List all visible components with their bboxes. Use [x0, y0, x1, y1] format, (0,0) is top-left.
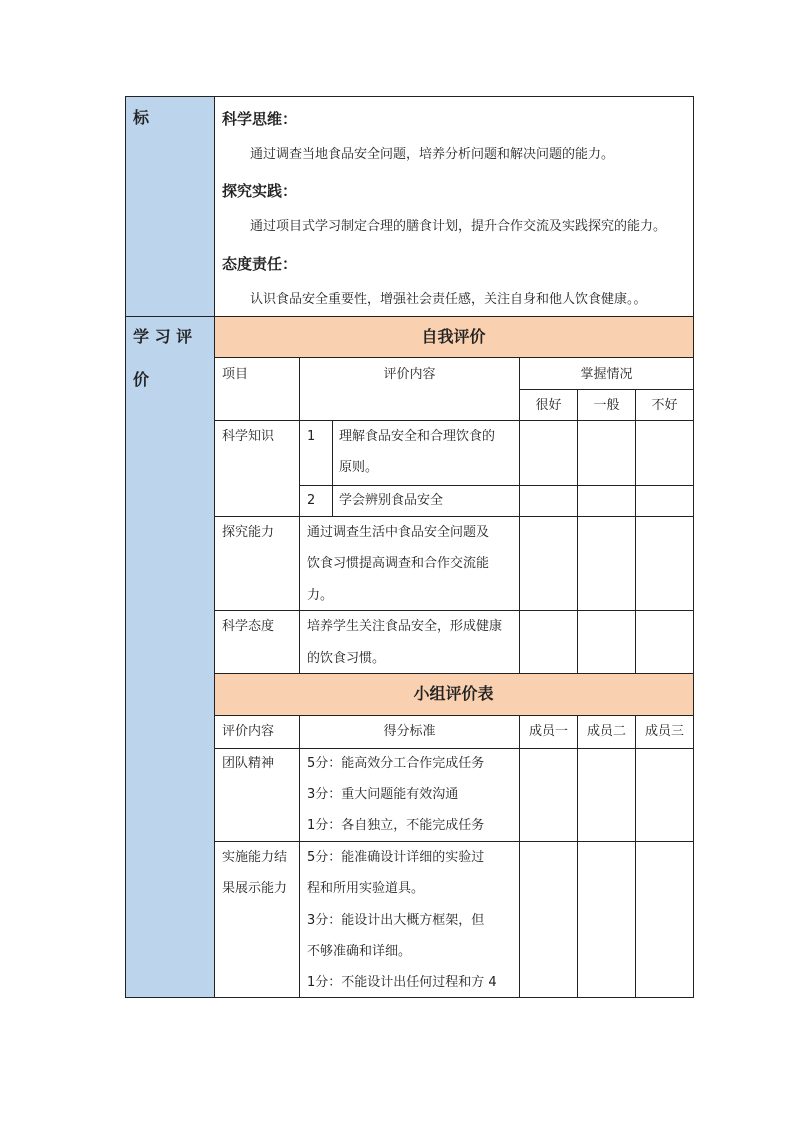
self-row-item: 探究能力 [222, 525, 275, 540]
group-header-member-2: 成员二 [586, 724, 626, 739]
self-row-item: 科学态度 [222, 619, 275, 634]
group-row-standard: 程和所用实验道具。 [307, 881, 425, 896]
objective-text-thinking: 通过调查当地食品安全问题，培养分析问题和解决问题的能力。 [250, 147, 615, 162]
self-row-item: 科学知识 [222, 429, 275, 444]
group-row-item: 实施能力结 [222, 850, 288, 865]
self-row-content: 的饮食习惯。 [307, 651, 386, 666]
self-row-number: 1 [307, 429, 316, 444]
objective-heading-attitude: 态度责任： [222, 255, 298, 273]
self-row-content: 通过调查生活中食品安全问题及 [307, 525, 490, 540]
self-row-content: 培养学生关注食品安全，形成健康 [307, 619, 503, 634]
group-row-item: 果展示能力 [222, 881, 288, 896]
objective-text-attitude: 认识食品安全重要性，增强社会责任感，关注自身和他人饮食健康。。 [250, 292, 647, 307]
self-row-number: 2 [307, 493, 316, 508]
objective-text-practice: 通过项目式学习制定合理的膳食计划，提升合作交流及实践探究的能力。 [250, 219, 667, 234]
evaluation-side-label-line1: 学 习 评 [133, 327, 193, 346]
group-row-standard: 1分：不能设计出任何过程和方 4 [307, 975, 497, 990]
group-header-standard: 得分标准 [383, 724, 436, 739]
group-row-standard: 不够准确和详细。 [307, 944, 412, 959]
header-poor: 不好 [651, 398, 678, 413]
self-row-content: 饮食习惯提高调查和合作交流能 [307, 556, 490, 571]
header-content: 评价内容 [383, 367, 436, 382]
self-eval-title: 自我评价 [421, 327, 486, 346]
header-good: 很好 [535, 398, 562, 413]
header-fair: 一般 [593, 398, 620, 413]
group-header-member-3: 成员三 [644, 724, 684, 739]
group-row-item: 团队精神 [222, 756, 275, 771]
objective-heading-practice: 探究实践： [222, 182, 298, 200]
objectives-side-label: 标 [133, 108, 150, 127]
objective-heading-thinking: 科学思维： [222, 110, 298, 128]
group-header-member-1: 成员一 [528, 724, 568, 739]
group-header-content: 评价内容 [222, 724, 275, 739]
evaluation-side-label-line2: 价 [133, 370, 150, 389]
group-row-standard: 5分：能准确设计详细的实验过 [307, 850, 485, 865]
group-row-standard: 5分：能高效分工合作完成任务 [307, 756, 485, 771]
header-mastery: 掌握情况 [580, 367, 633, 382]
group-row-standard: 1分：各自独立，不能完成任务 [307, 818, 485, 833]
left-label-column [126, 97, 215, 998]
header-item: 项目 [222, 367, 249, 382]
self-row-content: 原则。 [339, 460, 379, 475]
group-eval-title: 小组评价表 [413, 684, 494, 703]
self-row-content: 理解食品安全和合理饮食的 [339, 429, 496, 444]
group-row-standard: 3分：重大问题能有效沟通 [307, 787, 459, 802]
self-row-content: 力。 [307, 588, 334, 603]
self-row-content: 学会辨别食品安全 [339, 493, 444, 508]
group-row-standard: 3分：能设计出大概方框架，但 [307, 913, 485, 928]
